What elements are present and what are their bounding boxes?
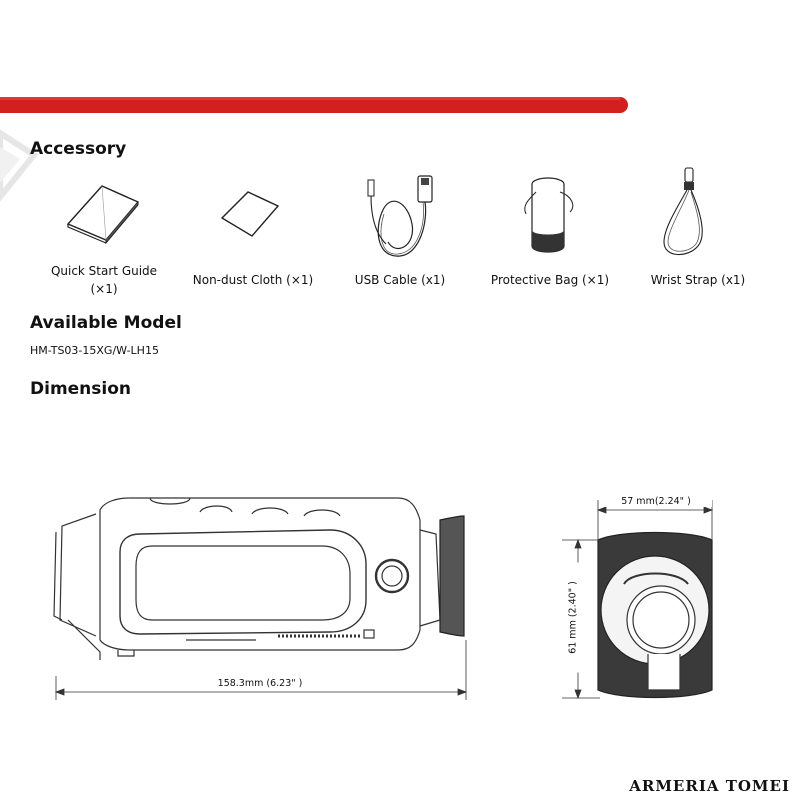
device-front-body: [598, 533, 712, 698]
usb-cable-icon: [360, 172, 440, 262]
accessory-label-wrist-strap: Wrist Strap (x1): [650, 273, 746, 287]
device-focus-knob: [376, 560, 408, 592]
device-side-body: [100, 498, 420, 650]
accessory-label-quick-start-guide: Quick Start Guide (×1): [50, 264, 158, 296]
dimension-height-label: 61 mm (2.40" ): [568, 563, 579, 673]
watermark-armeria-tomei: ARMERIA TOMEI: [629, 777, 790, 795]
booklet-icon: [62, 180, 144, 244]
wrist-strap-icon: [658, 166, 722, 262]
device-eyepiece: [440, 516, 464, 636]
model-number: HM-TS03-15XG/W-LH15: [30, 344, 159, 357]
accessory-label-usb-cable: USB Cable (x1): [354, 273, 446, 287]
dimension-width-label: 57 mm(2.24" ): [600, 496, 712, 507]
protective-bag-icon: [518, 172, 584, 256]
accessory-heading: Accessory: [30, 139, 127, 159]
available-model-heading: Available Model: [30, 313, 182, 333]
accessory-label-non-dust-cloth: Non-dust Cloth (×1): [192, 273, 314, 287]
accessory-label-protective-bag: Protective Bag (×1): [490, 273, 610, 287]
header-red-bar: [0, 97, 628, 113]
dimension-length-label: 158.3mm (6.23" ): [190, 678, 330, 689]
cloth-icon: [218, 188, 282, 240]
decorative-chevron: [0, 125, 40, 205]
dimension-heading: Dimension: [30, 379, 132, 399]
